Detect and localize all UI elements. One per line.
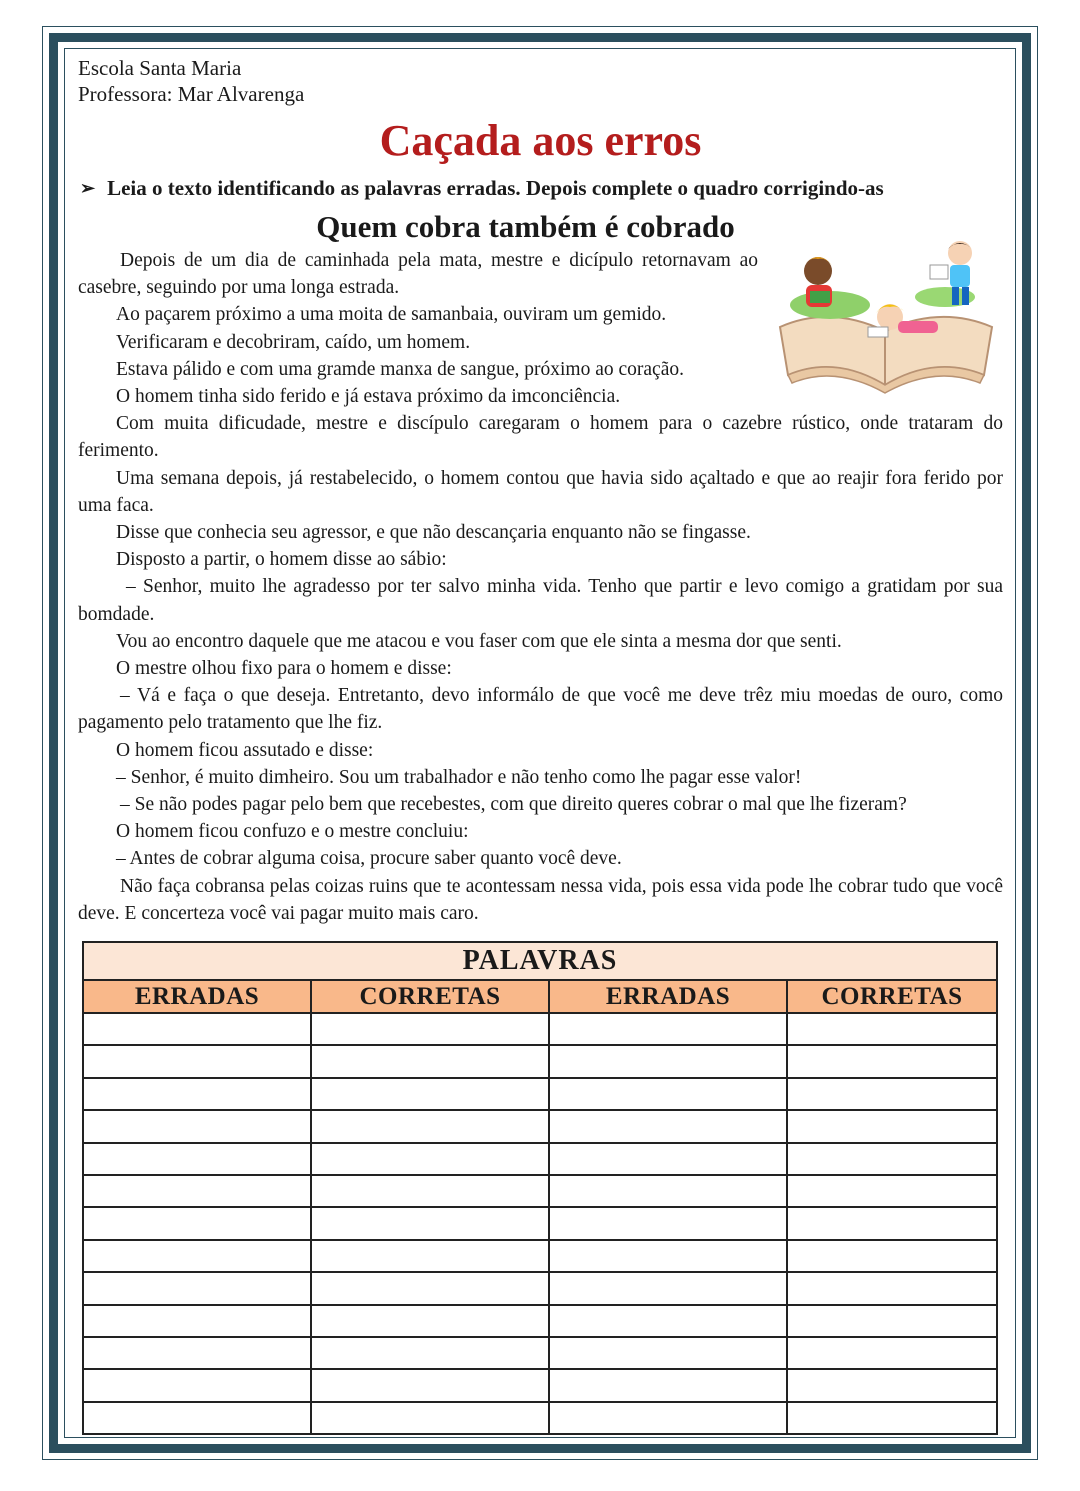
table-body	[83, 1013, 997, 1434]
correct-word-cell[interactable]	[787, 1143, 997, 1175]
wrong-word-cell[interactable]	[83, 1240, 311, 1272]
correct-word-cell[interactable]	[311, 1240, 549, 1272]
story-paragraph: Vou ao encontro daquele que me atacou e vou faser com que ele sinta a mesma dor que senti.	[116, 630, 842, 652]
instruction-text: Leia o texto identificando as palavras erradas. Depois complete o quadro corrigindo-as	[107, 176, 884, 200]
words-table	[82, 941, 998, 1435]
table-row	[83, 1305, 997, 1337]
column-header-wrong: ERRADAS	[549, 980, 787, 1013]
correct-word-cell[interactable]	[787, 1337, 997, 1369]
wrong-word-cell[interactable]	[549, 1369, 787, 1401]
wrong-word-cell[interactable]	[83, 1207, 311, 1239]
column-header-correct: CORRETAS	[311, 980, 549, 1013]
correct-word-cell[interactable]	[787, 1240, 997, 1272]
wrong-word-cell[interactable]	[549, 1110, 787, 1142]
table-row	[83, 1240, 997, 1272]
wrong-word-cell[interactable]	[83, 1175, 311, 1207]
story-title: Quem cobra também é cobrado	[316, 209, 735, 244]
table-row	[83, 1110, 997, 1142]
story-paragraph: O homem tinha sido ferido e já estava próximo da imconciência.	[116, 386, 621, 408]
wrong-word-cell[interactable]	[83, 1272, 311, 1304]
correct-word-cell[interactable]	[787, 1207, 997, 1239]
correct-word-cell[interactable]	[311, 1078, 549, 1110]
correct-word-cell[interactable]	[311, 1045, 549, 1077]
wrong-word-cell[interactable]	[83, 1369, 311, 1401]
correct-word-cell[interactable]	[787, 1045, 997, 1077]
correct-word-cell[interactable]	[311, 1402, 549, 1434]
story-paragraph: O homem ficou confuzo e o mestre concluiu:	[116, 821, 469, 843]
wrong-word-cell[interactable]	[83, 1045, 311, 1077]
story-paragraph: Disse que conhecia seu agressor, e que não descançaria enquanto não se fingasse.	[116, 522, 751, 544]
wrong-word-cell[interactable]	[549, 1078, 787, 1110]
table-row	[83, 1175, 997, 1207]
story-paragraph: Depois de um dia de caminhada pela mata, mestre e dicípulo retornavam ao casebre, seguindo por uma longa estrada.	[78, 250, 758, 299]
correct-word-cell[interactable]	[311, 1175, 549, 1207]
table-row	[83, 1013, 997, 1045]
wrong-word-cell[interactable]	[83, 1078, 311, 1110]
column-header-correct: CORRETAS	[787, 980, 997, 1013]
correct-word-cell[interactable]	[787, 1078, 997, 1110]
table-row	[83, 1402, 997, 1434]
wrong-word-cell[interactable]	[83, 1337, 311, 1369]
correct-word-cell[interactable]	[787, 1272, 997, 1304]
correct-word-cell[interactable]	[311, 1305, 549, 1337]
children-reading-book-illustration	[770, 235, 1000, 395]
correct-word-cell[interactable]	[787, 1110, 997, 1142]
table-row	[83, 1045, 997, 1077]
wrong-word-cell[interactable]	[549, 1175, 787, 1207]
correct-word-cell[interactable]	[787, 1305, 997, 1337]
teacher-name: Professora: Mar Alvarenga	[78, 82, 305, 106]
wrong-word-cell[interactable]	[549, 1305, 787, 1337]
wrong-word-cell[interactable]	[549, 1207, 787, 1239]
table-row	[83, 1369, 997, 1401]
correct-word-cell[interactable]	[311, 1272, 549, 1304]
story-paragraph: – Senhor, muito lhe agradesso por ter salvo minha vida. Tenho que partir e levo comigo a gratidam por sua bomdade.	[78, 576, 1003, 625]
story-paragraph: – Vá e faça o que deseja. Entretanto, devo informálo de que você me deve trêz miu moedas de ouro, como pagamento pelo tratamento que lhe fiz.	[78, 685, 1003, 734]
correct-word-cell[interactable]	[787, 1369, 997, 1401]
table-row	[83, 1207, 997, 1239]
table-row	[83, 1143, 997, 1175]
worksheet-content	[78, 55, 1003, 927]
wrong-word-cell[interactable]	[83, 1013, 311, 1045]
correct-word-cell[interactable]	[311, 1110, 549, 1142]
story-paragraph: Ao paçarem próximo a uma moita de samanbaia, ouviram um gemido.	[116, 304, 667, 326]
table-row	[83, 1337, 997, 1369]
correct-word-cell[interactable]	[787, 1402, 997, 1434]
column-header-wrong: ERRADAS	[83, 980, 311, 1013]
wrong-word-cell[interactable]	[549, 1272, 787, 1304]
story-paragraph: O homem ficou assutado e disse:	[116, 739, 374, 761]
correct-word-cell[interactable]	[311, 1369, 549, 1401]
wrong-word-cell[interactable]	[549, 1045, 787, 1077]
story-paragraph: – Antes de cobrar alguma coisa, procure saber quanto você deve.	[116, 848, 622, 870]
table-row	[83, 1272, 997, 1304]
wrong-word-cell[interactable]	[83, 1402, 311, 1434]
table-title: PALAVRAS	[83, 942, 997, 980]
wrong-word-cell[interactable]	[549, 1240, 787, 1272]
story-paragraph: – Senhor, é muito dimheiro. Sou um trabalhador e não tenho como lhe pagar esse valor!	[116, 766, 802, 788]
correct-word-cell[interactable]	[311, 1337, 549, 1369]
wrong-word-cell[interactable]	[549, 1013, 787, 1045]
correct-word-cell[interactable]	[787, 1013, 997, 1045]
arrow-bullet-icon: ➢	[80, 178, 96, 198]
correct-word-cell[interactable]	[311, 1207, 549, 1239]
story-paragraph: Com muita dificudade, mestre e discípulo caregaram o homem para o cazebre rústico, onde trataram do ferimento.	[78, 413, 1003, 462]
story-text	[78, 247, 1003, 927]
instruction	[78, 173, 1003, 203]
story-paragraph: Verificaram e decobriram, caído, um homem.	[116, 331, 471, 353]
wrong-word-cell[interactable]	[83, 1110, 311, 1142]
story-paragraph: Não faça cobransa pelas coizas ruins que te acontessam nessa vida, pois essa vida pode lhe cobrar tudo que você deve. E concerteza você vai pagar muito mais caro.	[78, 875, 1003, 924]
wrong-word-cell[interactable]	[83, 1305, 311, 1337]
worksheet-title: Caçada aos erros	[379, 116, 702, 165]
wrong-word-cell[interactable]	[549, 1402, 787, 1434]
story-paragraph: – Se não podes pagar pelo bem que recebestes, com que direito queres cobrar o mal que lhe fizeram?	[120, 794, 907, 816]
wrong-word-cell[interactable]	[549, 1337, 787, 1369]
story-paragraph: Uma semana depois, já restabelecido, o homem contou que havia sido açaltado e que ao reajir fora ferido por uma faca.	[78, 467, 1003, 516]
school-name: Escola Santa Maria	[78, 56, 242, 80]
story-paragraph: Disposto a partir, o homem disse ao sábio:	[116, 549, 447, 571]
correct-word-cell[interactable]	[311, 1143, 549, 1175]
story-paragraph: Estava pálido e com uma gramde manxa de sangue, próximo ao coração.	[116, 358, 684, 380]
table-row	[83, 1078, 997, 1110]
story-paragraph: O mestre olhou fixo para o homem e disse:	[116, 658, 452, 680]
correct-word-cell[interactable]	[311, 1013, 549, 1045]
wrong-word-cell[interactable]	[83, 1143, 311, 1175]
correct-word-cell[interactable]	[787, 1175, 997, 1207]
wrong-word-cell[interactable]	[549, 1143, 787, 1175]
